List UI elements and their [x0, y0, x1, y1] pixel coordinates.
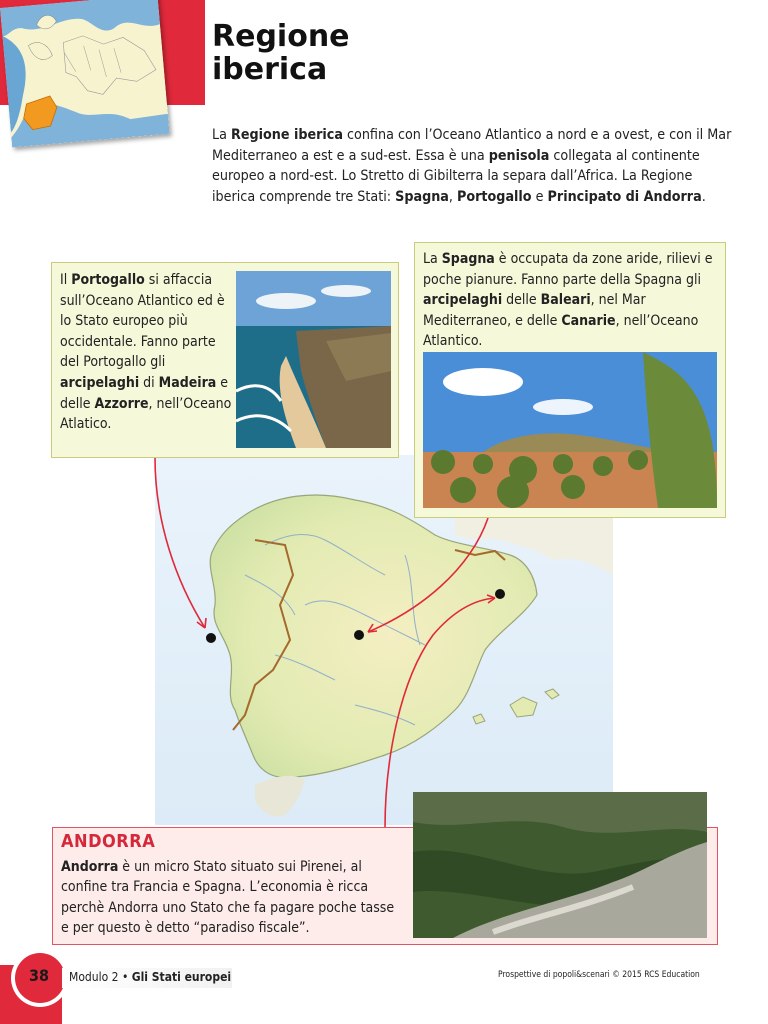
- andorra-text: Andorra è un micro Stato situato sui Pirenei, al confine tra Francia e Spagna. L’economia è ricca perchè Andorra uno Stato che fa pagare poche tasse e per questo è detto “paradiso fiscale”.: [61, 859, 395, 936]
- spain-text: La Spagna è occupata da zone aride, rilievi e poche pianure. Fanno parte della Spagna gli arcipelaghi delle Baleari, nel Mar Mediterraneo, e delle Canarie, nell’Oceano Atlantico.: [423, 251, 713, 350]
- title-line2: iberica: [212, 52, 328, 87]
- europe-locator-map: [0, 0, 170, 147]
- spain-olive-grove-photo: [423, 352, 717, 508]
- footer-module-label: Modulo 2 • Gli Stati europei: [69, 970, 232, 984]
- portugal-text: Il Portogallo si affaccia sull’Oceano Atlantico ed è lo Stato europeo più occidentale. Fanno parte del Portogallo gli arcipelaghi di Madeira e delle Azzorre, nell’Oceano Atlatico.: [60, 272, 232, 433]
- page-number: 38: [28, 966, 50, 985]
- portugal-coast-photo: [236, 271, 391, 448]
- andorra-valley-photo: [413, 792, 707, 938]
- andorra-heading: ANDORRA: [61, 831, 156, 852]
- page-title: [212, 20, 472, 86]
- intro-paragraph: La Regione iberica confina con l’Oceano Atlantico a nord e a ovest, e con il Mar Mediterraneo a est e a sud-est. Essa è una penisola collegata al continente europeo a nord-est. Lo Stretto di Gibilterra la separa dall’Africa. La Regione iberica comprende tre Stati: Spagna, Portogallo e Principato di Andorra.: [212, 127, 732, 205]
- footer-credit: Prospettive di popoli&scenari © 2015 RCS Education: [498, 970, 700, 980]
- title-line1: Regione: [212, 19, 350, 54]
